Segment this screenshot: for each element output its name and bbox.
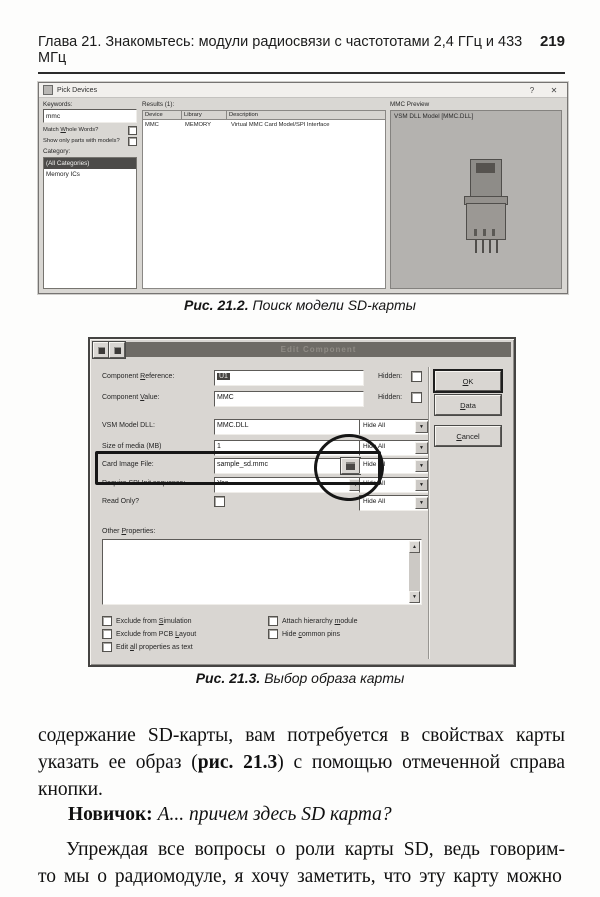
category-item-all[interactable]: (All Categories) [44,158,136,169]
pick-devices-body [39,98,567,293]
component-value-label: Component Value: [102,394,160,401]
hide-all-value: Hide All [363,498,386,505]
preview-label: MMC Preview [390,101,430,108]
figure-caption [0,670,600,686]
scroll-down-icon[interactable]: ▼ [409,591,420,603]
hidden-reference-checkbox[interactable] [411,371,422,382]
match-whole-words-checkbox[interactable] [128,126,137,135]
folder-icon [346,462,355,470]
hide-all-value: Hide All [363,443,386,450]
require-spi-label: Require SPI Init sequence: [102,480,186,487]
cell-description: Virtual MMC Card Model/SPI Interface [231,122,330,128]
chevron-down-icon[interactable]: ▼ [415,497,428,509]
results-table [142,110,386,289]
figure-caption [0,297,600,313]
running-head [38,33,565,74]
column-device[interactable]: Device [143,111,182,120]
vsm-hide-all-combo[interactable] [359,419,430,435]
close-icon[interactable]: ✕ [550,85,558,95]
figure-number: Рис. 21.2. [184,297,249,313]
cell-library: MEMORY [185,122,211,128]
exclude-pcb-label: Exclude from PCB Layout [116,630,197,638]
browse-file-button[interactable] [341,458,360,474]
hidden-label: Hidden: [378,373,403,380]
exclude-pcb-option[interactable] [102,629,196,639]
socket-contact [483,229,486,236]
hidden-label: Hidden: [378,394,403,401]
hide-all-value: Hide All [363,422,386,429]
vsm-model-dll-input[interactable]: MMC.DLL [214,419,364,435]
chevron-down-icon[interactable]: ▼ [349,479,362,491]
socket-pin [475,239,477,253]
sd-card-schematic [463,159,509,257]
edit-all-properties-option[interactable] [102,642,193,652]
scrollbar[interactable] [409,541,420,603]
chevron-down-icon[interactable]: ▼ [415,442,428,454]
socket-contact [474,229,477,236]
ok-button[interactable]: O K [435,371,501,391]
app-icon [43,85,53,95]
require-spi-combo[interactable] [214,477,364,493]
readonly-hide-all-combo[interactable] [359,495,430,511]
attach-hierarchy-option[interactable] [268,616,358,626]
paragraph-text: содержание SD-карты, вам потребуется в свойствах карты указать ее образ ( [38,724,565,773]
chapter-title: Глава 21. Знакомьтесь: модули радиосвязи с частототами 2,4 ГГц и 433 МГц [38,34,523,66]
chevron-down-icon[interactable]: ▼ [415,479,428,491]
figure-title: Выбор образа карты [260,670,405,686]
keywords-label: Keywords: [43,101,73,108]
cancel-button[interactable]: C ancel [435,426,501,446]
socket-contact [492,229,495,236]
paragraph: Упреждая все вопросы о роли карты SD, ведь говорим-то мы о радиомодуле, я хочу заметить, что эту карту можно [38,838,565,887]
hide-common-pins-label: Hide common pins [282,630,340,638]
speaker-label: Новичок: [68,803,153,825]
require-spi-value: Yes [217,480,229,487]
hidden-value-checkbox[interactable] [411,392,422,403]
page-number: 219 [539,33,565,50]
other-properties-textarea[interactable] [102,539,422,605]
pin-icon[interactable] [109,342,125,358]
figure-reference: рис. 21.3 [197,751,278,773]
component-reference-value: U1 [219,373,228,380]
edit-component-dialog [88,337,516,667]
hide-common-pins-checkbox[interactable] [268,629,278,639]
attach-hierarchy-label: Attach hierarchy module [282,617,358,625]
help-button[interactable]: ? [529,85,535,95]
panel-divider [428,367,429,659]
sd-card-label [476,163,495,173]
hide-all-value: Hide All [363,461,386,468]
speaker-quote: А... причем здесь SD карта? [152,803,392,825]
match-whole-words-label: Match Whole Words? [43,127,99,133]
figure-title: Поиск модели SD-карты [248,297,416,313]
match-whole-words-row [43,126,137,135]
read-only-label: Read Only? [102,498,139,505]
card-image-file-input[interactable]: sample_sd.mmc [214,458,346,474]
window-glyph [98,347,105,354]
component-reference-input[interactable] [214,370,364,386]
card-hide-all-combo[interactable] [359,458,430,474]
pick-devices-titlebar [39,83,567,98]
window-menu-icon[interactable] [93,342,109,358]
cell-device: MMC [145,122,159,128]
keywords-panel [43,101,137,289]
column-library[interactable]: Library [182,111,227,120]
read-only-checkbox[interactable] [214,496,225,507]
spi-hide-all-combo[interactable] [359,477,430,493]
dialog-title: Pick Devices [57,86,98,94]
preview-pane [390,110,562,289]
paragraph-text: ) с помощью отмеченной справа кнопки. [38,751,565,800]
category-label: Category: [43,148,71,155]
dialog-title: Edit Component [126,342,511,357]
paragraph [38,722,565,803]
other-properties-label: Other Properties: [102,528,156,535]
component-reference-label: Component Reference: [102,373,175,380]
preview-caption: VSM DLL Model [MMC.DLL] [394,113,474,120]
data-button[interactable]: D ata [435,395,501,415]
keywords-input[interactable] [43,109,137,123]
exclude-pcb-checkbox[interactable] [102,629,112,639]
table-row[interactable] [143,121,385,130]
pick-devices-dialog [38,82,568,294]
card-image-file-label: Card Image File: [102,461,154,468]
paragraph [38,801,565,828]
show-only-parts-label: Show only parts with models? [43,138,120,144]
hide-all-value: Hide All [363,480,386,487]
socket-pin [489,239,491,253]
column-description[interactable]: Description [227,111,385,120]
exclude-simulation-label: Exclude from Simulation [116,617,192,625]
scroll-up-icon[interactable]: ▲ [409,541,420,553]
results-label: Results (1): [142,101,175,108]
results-table-header [143,111,385,120]
sd-socket-body [466,203,506,240]
socket-pin [496,239,498,253]
show-only-parts-row [43,137,137,146]
sd-card-body [470,159,502,199]
chevron-down-icon[interactable]: ▼ [415,460,428,472]
size-of-media-input[interactable]: 1 [214,440,364,456]
attach-hierarchy-checkbox[interactable] [268,616,278,626]
vsm-model-dll-label: VSM Model DLL: [102,422,155,429]
category-item-memory-ics[interactable]: Memory ICs [46,171,80,179]
chevron-down-icon[interactable]: ▼ [415,421,428,433]
pin-glyph [114,347,121,354]
edit-all-properties-label: Edit all properties as text [116,643,193,651]
socket-pin [482,239,484,253]
figure-number: Рис. 21.3. [195,670,261,686]
category-list [43,157,137,289]
size-of-media-label: Size of media (MB) [102,443,162,450]
component-value-input[interactable]: MMC [214,391,364,407]
hide-common-pins-option[interactable] [268,629,340,639]
edit-all-properties-checkbox[interactable] [102,642,112,652]
exclude-simulation-option[interactable] [102,616,191,626]
exclude-simulation-checkbox[interactable] [102,616,112,626]
show-only-parts-checkbox[interactable] [128,137,137,146]
size-hide-all-combo[interactable] [359,440,430,456]
